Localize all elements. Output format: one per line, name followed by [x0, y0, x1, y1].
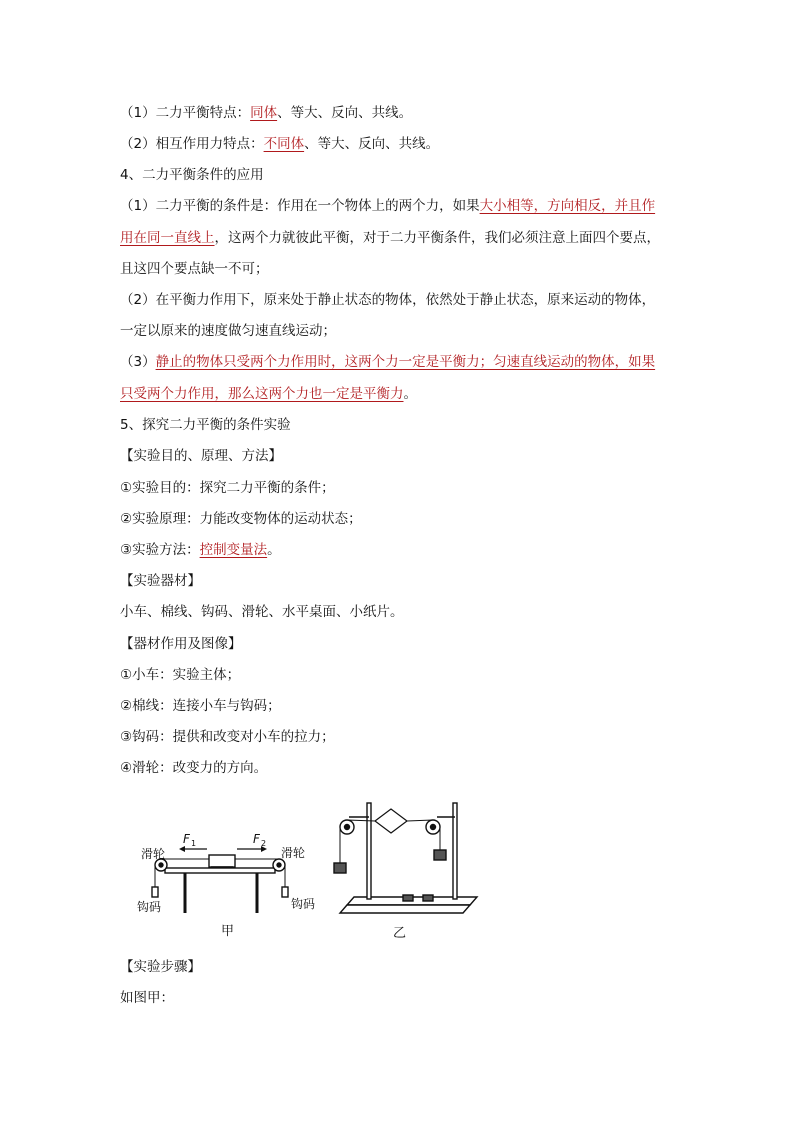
para-balance-features	[120, 103, 412, 123]
highlight-text: 只受两个力作用，那么这两个力也一定是平衡力	[120, 386, 404, 402]
label-pulley-left: 滑轮	[141, 847, 166, 861]
item-principle: ②实验原理：力能改变物体的运动状态；	[120, 511, 362, 527]
label-f1: F	[183, 832, 190, 846]
item-equipment-list: 小车、棉线、钩码、滑轮、水平桌面、小纸片。	[120, 604, 404, 620]
pulley-right-hub	[277, 863, 281, 867]
para-condition-1a	[120, 196, 655, 216]
item-cart: ①小车：实验主体；	[120, 667, 241, 683]
para-condition-1b	[120, 228, 660, 248]
para-condition-3a	[120, 352, 655, 372]
highlight-text: 用在同一直线上	[120, 230, 215, 246]
paper-card	[375, 809, 407, 833]
text: ③实验方法：	[120, 542, 200, 558]
label-pulley-right: 滑轮	[281, 846, 306, 860]
para-condition-3b	[120, 384, 417, 404]
diagram-jia	[152, 846, 288, 913]
caption-jia: 甲	[221, 924, 235, 939]
subheading-equipment: 【实验器材】	[120, 573, 201, 589]
highlight-text: 静止的物体只受两个力作用时，这两个力一定是平衡力；匀速直线运动的物体，如果	[155, 354, 656, 370]
diagram-yi	[334, 803, 477, 913]
text: 。	[267, 542, 281, 558]
stand-pulley-left-hub	[345, 825, 350, 830]
force-arrow-f1-head	[179, 846, 185, 852]
item-thread: ②棉线：连接小车与钩码；	[120, 698, 281, 714]
weight-right	[282, 887, 288, 897]
item-purpose: ①实验目的：探究二力平衡的条件；	[120, 480, 335, 496]
weight-left	[152, 887, 158, 897]
label-f1-sub: 1	[191, 839, 197, 848]
text: （2）相互作用力特点：	[120, 136, 264, 152]
highlight-text: 大小相等，方向相反，并且作	[479, 198, 656, 214]
text: 、等大、反向、共线。	[277, 105, 413, 121]
highlight-text: 不同体	[263, 136, 305, 152]
item-weights: ③钩码：提供和改变对小车的拉力；	[120, 729, 335, 745]
stand-pulley-right-hub	[431, 825, 436, 830]
label-weight-left: 钩码	[137, 900, 162, 914]
spare-weight-1	[403, 895, 413, 901]
table-top	[165, 868, 275, 873]
para-interaction-features	[120, 134, 439, 154]
text: ，这两个力就彼此平衡，对于二力平衡条件，我们必须注意上面四个要点，	[214, 230, 660, 246]
highlight-text: 同体	[250, 105, 278, 121]
item-pulley: ④滑轮：改变力的方向。	[120, 760, 268, 776]
text: （3）	[120, 354, 156, 370]
cart	[209, 855, 235, 867]
item-method	[120, 540, 281, 560]
label-f2: F	[253, 832, 260, 846]
label-weight-right: 钩码	[291, 897, 316, 911]
text: （1）二力平衡的条件是：作用在一个物体上的两个力，如果	[120, 198, 480, 214]
text: 。	[403, 386, 417, 402]
subheading-steps: 【实验步骤】	[120, 959, 201, 975]
para-condition-1c: 且这四个要点缺一不可；	[120, 261, 269, 277]
section-heading-5: 5、探究二力平衡的条件实验	[120, 417, 291, 433]
highlight-text: 控制变量法	[199, 542, 268, 558]
subheading-purpose: 【实验目的、原理、方法】	[120, 448, 282, 464]
text: （1）二力平衡特点：	[120, 105, 251, 121]
apparatus-figure	[125, 795, 485, 945]
para-condition-2b: 一定以原来的速度做匀速直线运动；	[120, 323, 336, 339]
text: 、等大、反向、共线。	[304, 136, 440, 152]
label-f2-sub: 2	[261, 839, 267, 848]
spare-weight-2	[423, 895, 433, 901]
caption-yi: 乙	[393, 926, 407, 941]
pulley-left-hub	[159, 863, 163, 867]
subheading-equipment-use: 【器材作用及图像】	[120, 636, 242, 652]
section-heading-4: 4、二力平衡条件的应用	[120, 167, 264, 183]
para-condition-2a: （2）在平衡力作用下，原来处于静止状态的物体，依然处于静止状态，原来运动的物体，	[120, 292, 656, 308]
base-board-front	[340, 905, 470, 913]
item-fig-jia: 如图甲：	[120, 990, 174, 1006]
stand-weight-right	[434, 850, 446, 860]
stand-weight-left	[334, 863, 346, 873]
